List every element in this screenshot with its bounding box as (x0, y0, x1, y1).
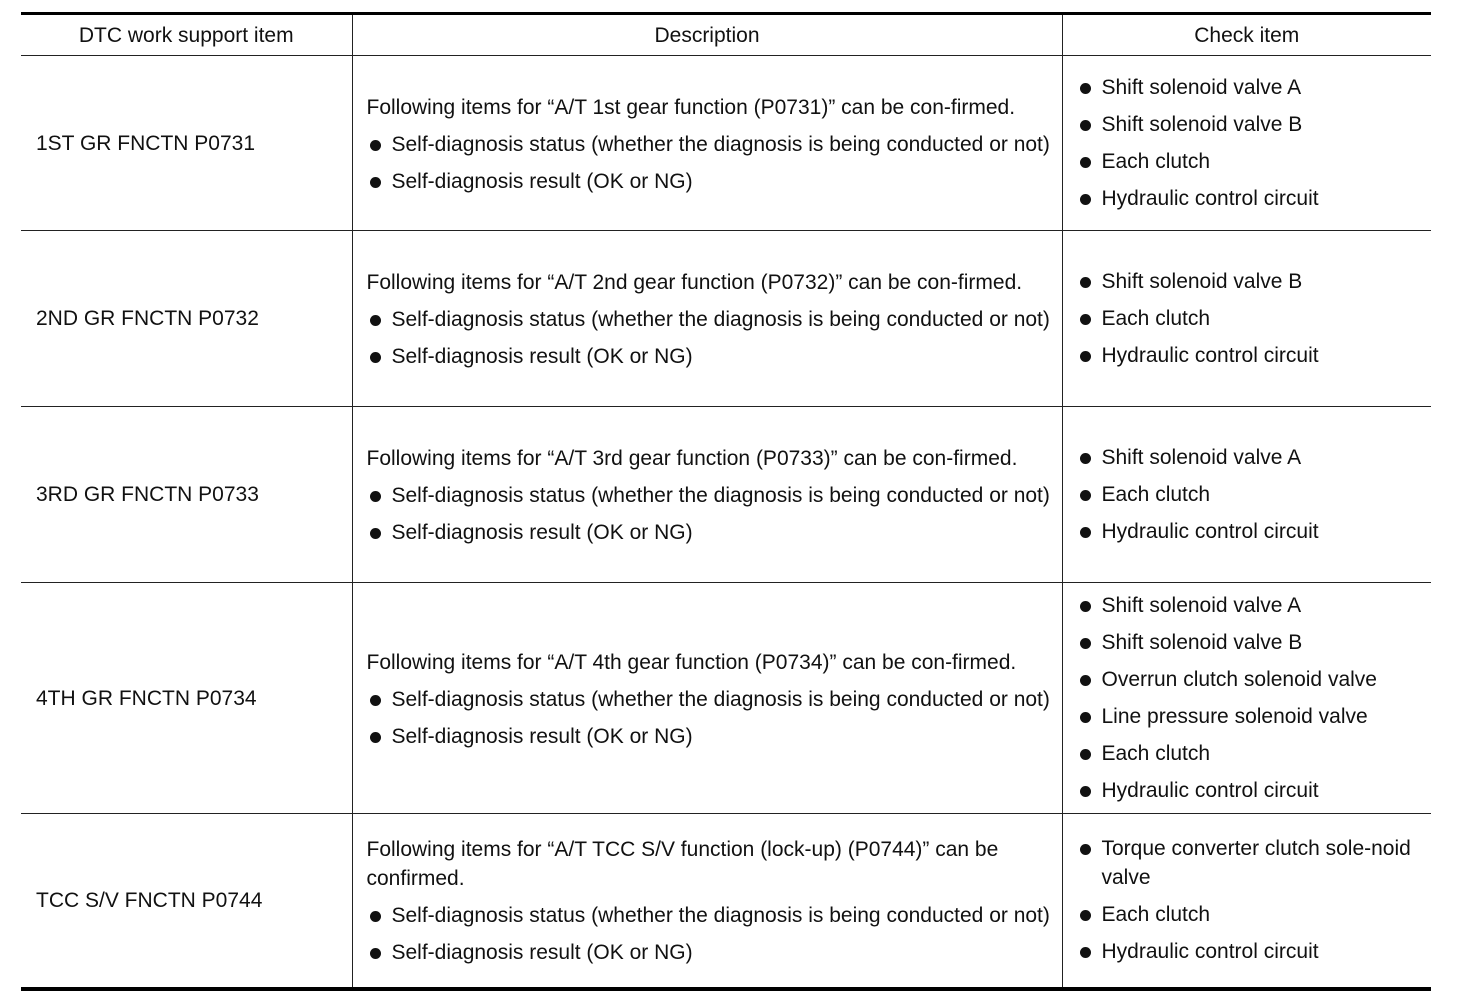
description-bullet-list (367, 481, 1052, 547)
table-row (21, 231, 1431, 407)
check-item-cell (1062, 583, 1431, 814)
bullet-text: Self-diagnosis status (whether the diagnosis is being conducted or not) (391, 308, 1050, 331)
bullet-icon (370, 911, 381, 922)
bullet-icon (1080, 947, 1091, 958)
bullet-icon (1080, 601, 1091, 612)
check-item-list (1077, 834, 1424, 966)
bullet-icon (370, 140, 381, 151)
description-intro: Following items for “A/T 1st gear function (P0731)” can be con-firmed. (366, 95, 1016, 119)
table-row (21, 583, 1431, 814)
bullet-icon (1080, 527, 1091, 538)
check-item-text: Shift solenoid valve A (1101, 594, 1302, 617)
check-item (1077, 267, 1424, 296)
check-item-text: Line pressure solenoid valve (1101, 705, 1368, 728)
description-intro: Following items for “A/T 4th gear function (P0734)” can be con-firmed. (366, 650, 1017, 674)
check-item-text: Shift solenoid valve A (1101, 76, 1302, 99)
check-item-text: Hydraulic control circuit (1101, 187, 1319, 210)
bullet-icon (370, 315, 381, 326)
work-support-item: 3RD GR FNCTN P0733 (21, 407, 352, 583)
check-item-list (1077, 73, 1424, 213)
check-item-cell (1062, 814, 1431, 989)
description-bullet (367, 167, 1052, 196)
dtc-work-support-table (21, 12, 1431, 991)
check-item (1077, 147, 1424, 176)
check-item (1077, 517, 1424, 546)
check-item-text: Hydraulic control circuit (1101, 779, 1319, 802)
bullet-icon (370, 528, 381, 539)
check-item-text: Shift solenoid valve B (1101, 113, 1303, 136)
description-bullet (367, 685, 1052, 714)
bullet-icon (1080, 277, 1091, 288)
check-item (1077, 304, 1424, 333)
description-cell (352, 56, 1062, 231)
work-support-item: TCC S/V FNCTN P0744 (21, 814, 352, 989)
check-item (1077, 628, 1424, 657)
description-bullet (367, 481, 1052, 510)
header-description: Description (352, 14, 1062, 56)
bullet-icon (370, 491, 381, 502)
check-item-text: Shift solenoid valve B (1101, 270, 1303, 293)
check-item (1077, 937, 1424, 966)
check-item-text: Hydraulic control circuit (1101, 344, 1319, 367)
check-item-text: Each clutch (1101, 150, 1211, 173)
bullet-icon (1080, 194, 1091, 205)
check-item (1077, 591, 1424, 620)
check-item-cell (1062, 231, 1431, 407)
check-item-text: Shift solenoid valve B (1101, 631, 1303, 654)
check-item-text: Torque converter clutch sole-noid valve (1101, 837, 1411, 890)
check-item-text: Each clutch (1101, 483, 1211, 506)
description-intro: Following items for “A/T 2nd gear function (P0732)” can be con-firmed. (366, 271, 1023, 294)
check-item (1077, 776, 1424, 805)
table-row (21, 814, 1431, 989)
check-item (1077, 480, 1424, 509)
description-cell (352, 583, 1062, 814)
check-item-text: Hydraulic control circuit (1101, 520, 1319, 543)
work-support-item: 4TH GR FNCTN P0734 (21, 583, 352, 814)
description-cell (352, 231, 1062, 407)
check-item (1077, 665, 1424, 694)
description-bullet (367, 938, 1052, 967)
bullet-icon (1080, 844, 1091, 855)
work-support-item: 1ST GR FNCTN P0731 (21, 56, 352, 231)
bullet-icon (370, 177, 381, 188)
bullet-icon (1080, 712, 1091, 723)
description-bullet (367, 901, 1052, 930)
check-item-text: Overrun clutch solenoid valve (1101, 668, 1377, 691)
description-bullet (367, 305, 1052, 334)
description-bullet-list (367, 685, 1052, 751)
check-item-text: Hydraulic control circuit (1101, 940, 1319, 964)
table-row (21, 56, 1431, 231)
bullet-icon (1080, 453, 1091, 464)
description-bullet-list (367, 130, 1052, 196)
check-item (1077, 702, 1424, 731)
check-item-list (1077, 267, 1424, 370)
check-item (1077, 834, 1424, 892)
bullet-text: Self-diagnosis status (whether the diagnosis is being conducted or not) (391, 687, 1050, 711)
check-item-cell (1062, 56, 1431, 231)
bullet-icon (1080, 638, 1091, 649)
check-item-list (1077, 443, 1424, 546)
description-bullet (367, 130, 1052, 159)
bullet-icon (370, 732, 381, 743)
description-intro: Following items for “A/T 3rd gear function (P0733)” can be con-firmed. (366, 447, 1018, 470)
bullet-icon (370, 352, 381, 363)
check-item-text: Shift solenoid valve A (1101, 446, 1302, 469)
check-item (1077, 443, 1424, 472)
description-bullet (367, 518, 1052, 547)
check-item (1077, 110, 1424, 139)
bullet-icon (1080, 490, 1091, 501)
description-bullet-list (367, 305, 1052, 371)
check-item (1077, 739, 1424, 768)
check-item-text: Each clutch (1101, 903, 1211, 927)
bullet-icon (1080, 910, 1091, 921)
bullet-text: Self-diagnosis status (whether the diagnosis is being conducted or not) (391, 904, 1050, 928)
description-bullet (367, 722, 1052, 751)
description-bullet (367, 342, 1052, 371)
header-check-item: Check item (1062, 14, 1431, 56)
bullet-icon (1080, 351, 1091, 362)
check-item (1077, 900, 1424, 929)
check-item (1077, 184, 1424, 213)
bullet-text: Self-diagnosis result (OK or NG) (391, 345, 693, 368)
description-cell (352, 814, 1062, 989)
description-intro: Following items for “A/T TCC S/V function (lock-up) (P0744)” can be confirmed. (366, 838, 999, 891)
bullet-text: Self-diagnosis result (OK or NG) (391, 169, 693, 193)
check-item-list (1077, 591, 1424, 805)
check-item-text: Each clutch (1101, 307, 1211, 330)
header-row (21, 14, 1431, 56)
bullet-text: Self-diagnosis status (whether the diagnosis is being conducted or not) (391, 132, 1050, 156)
bullet-text: Self-diagnosis result (OK or NG) (391, 521, 693, 544)
bullet-icon (1080, 786, 1091, 797)
table-row (21, 407, 1431, 583)
description-cell (352, 407, 1062, 583)
bullet-text: Self-diagnosis result (OK or NG) (391, 941, 693, 965)
bullet-icon (1080, 83, 1091, 94)
check-item (1077, 341, 1424, 370)
bullet-text: Self-diagnosis status (whether the diagnosis is being conducted or not) (391, 484, 1050, 507)
description-bullet-list (367, 901, 1052, 967)
bullet-icon (370, 695, 381, 706)
bullet-icon (370, 948, 381, 959)
bullet-text: Self-diagnosis result (OK or NG) (391, 724, 693, 748)
bullet-icon (1080, 157, 1091, 168)
work-support-item: 2ND GR FNCTN P0732 (21, 231, 352, 407)
check-item-text: Each clutch (1101, 742, 1211, 765)
bullet-icon (1080, 675, 1091, 686)
bullet-icon (1080, 314, 1091, 325)
check-item-cell (1062, 407, 1431, 583)
check-item (1077, 73, 1424, 102)
header-dtc-work-support-item: DTC work support item (21, 14, 352, 56)
bullet-icon (1080, 120, 1091, 131)
bullet-icon (1080, 749, 1091, 760)
